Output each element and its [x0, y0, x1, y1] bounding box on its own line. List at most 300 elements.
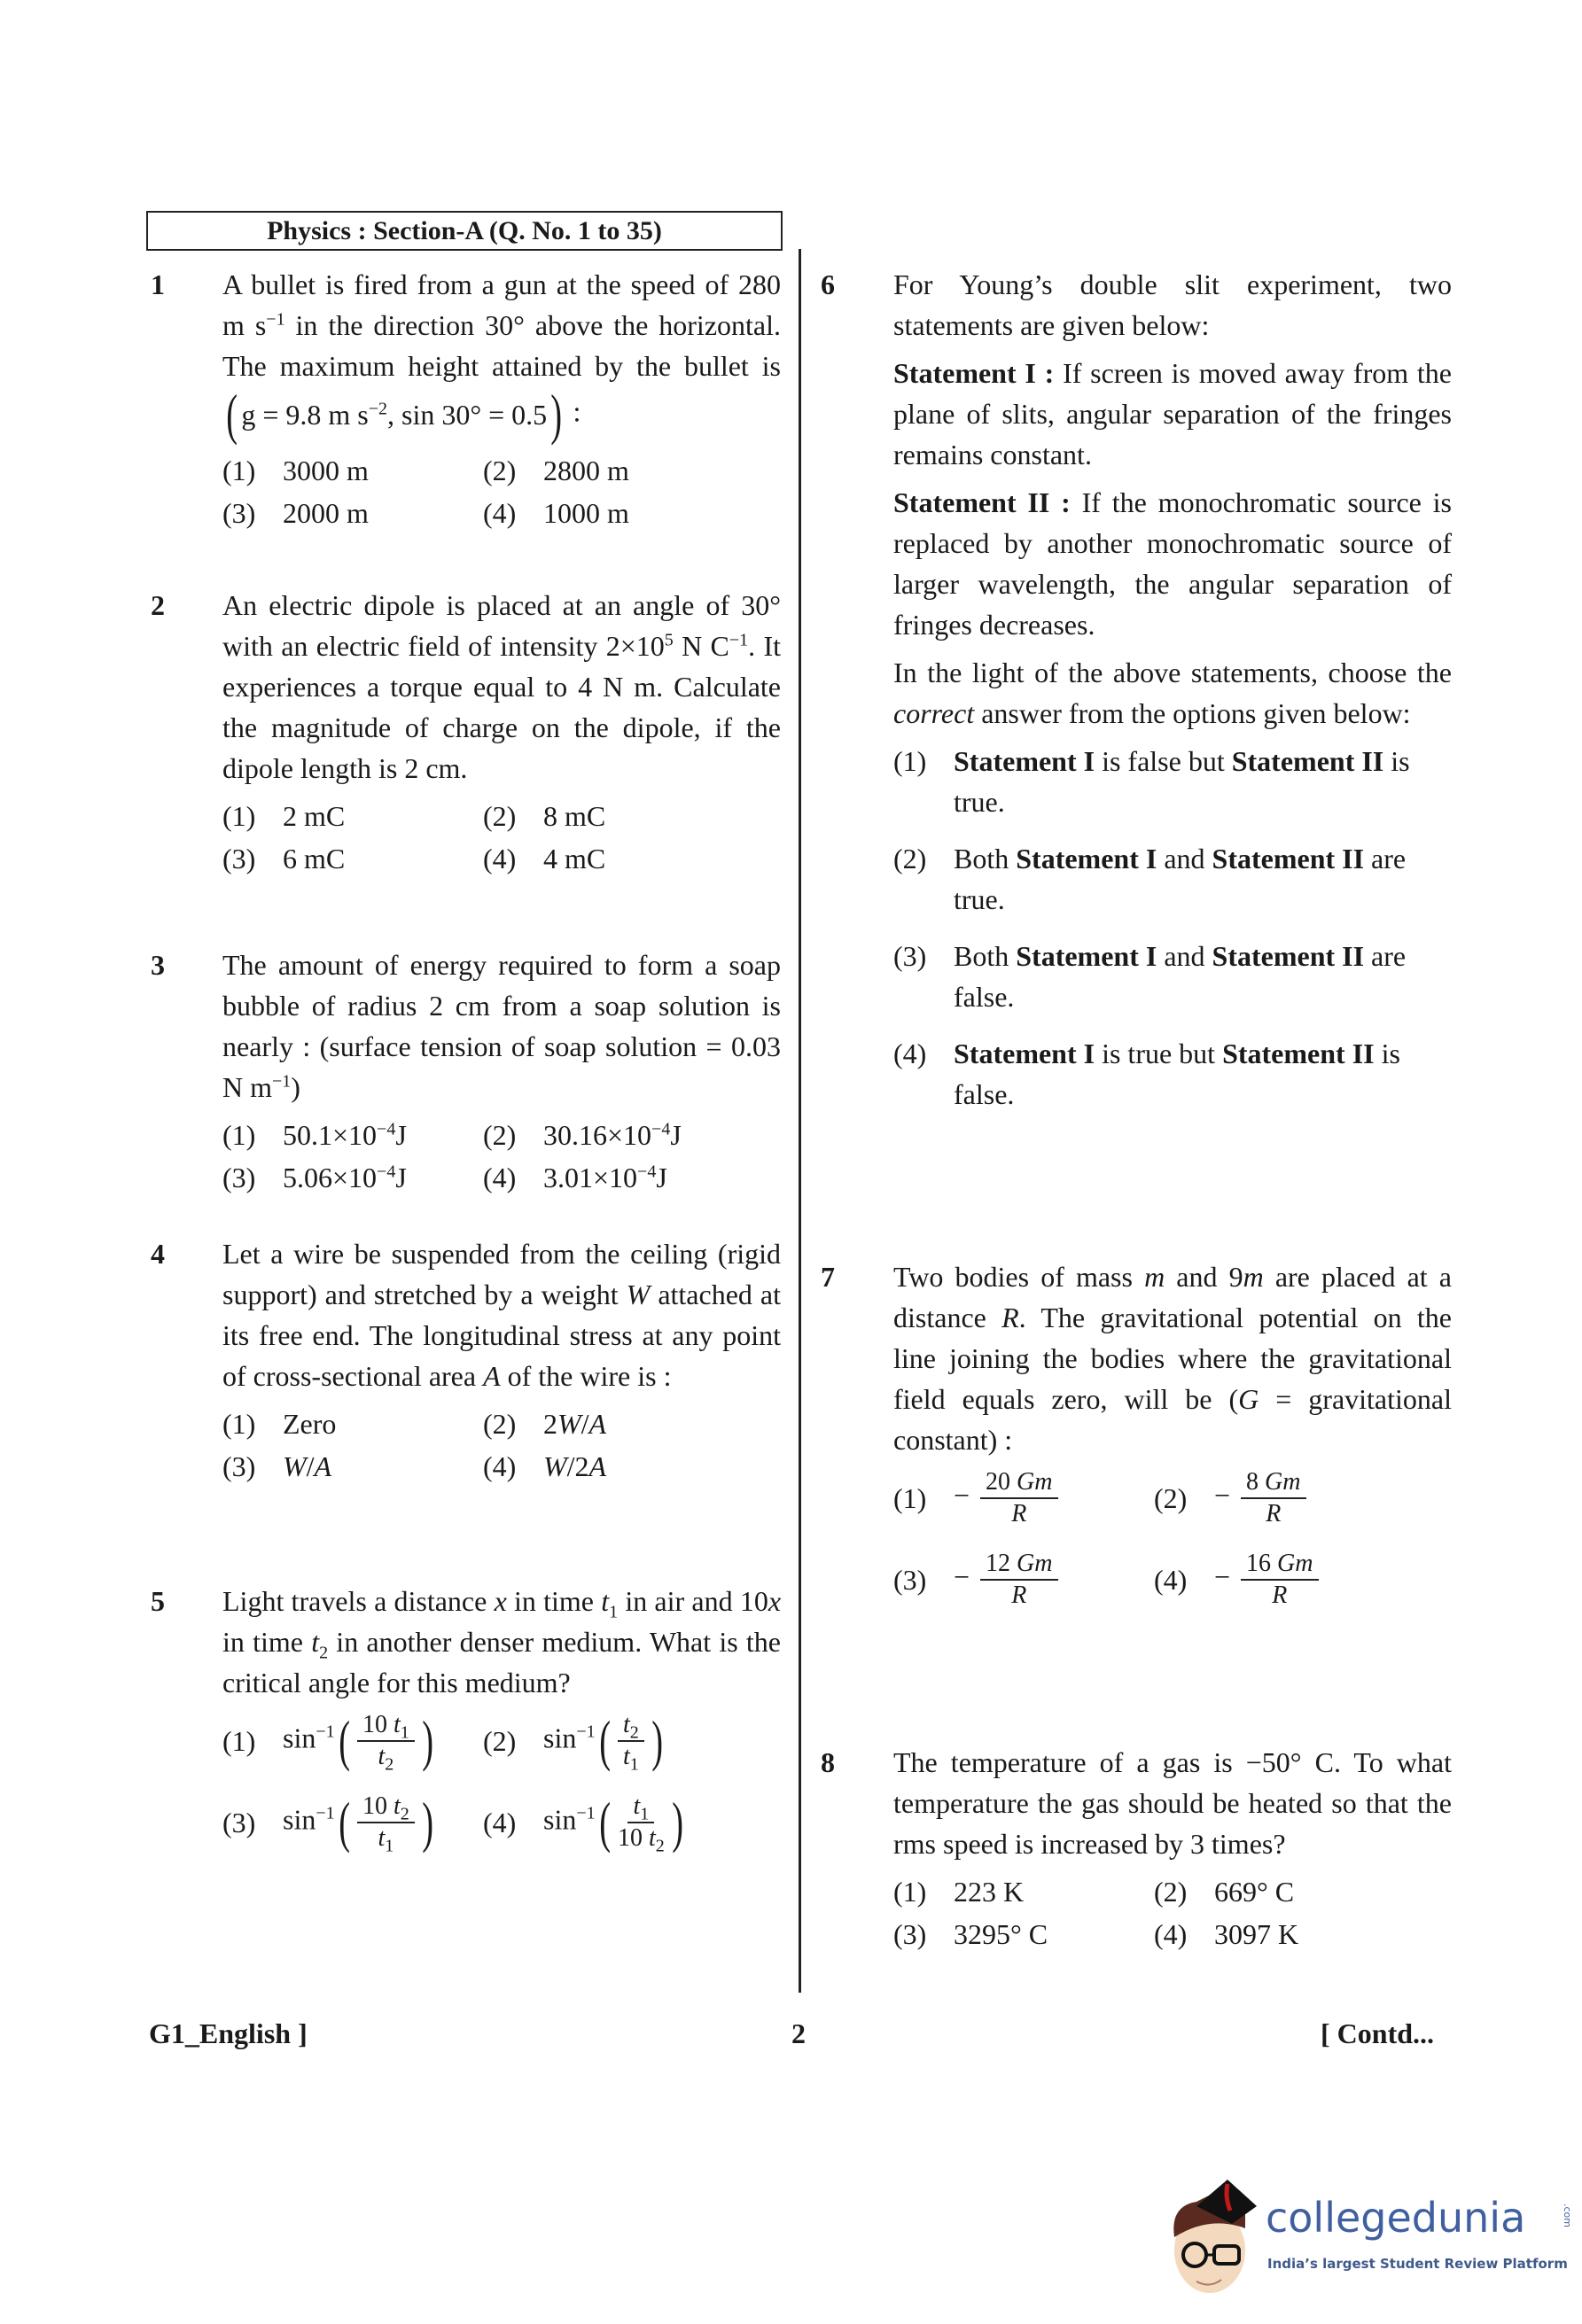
option-label: (4): [483, 1162, 517, 1193]
option-4: [483, 1446, 781, 1487]
text-run: 5.06×10: [283, 1162, 378, 1193]
option-label: (2): [1154, 1876, 1188, 1908]
option-2: [1154, 1467, 1452, 1529]
superscript: −1: [729, 630, 749, 650]
subscript: 2: [400, 1804, 409, 1824]
option-text: [954, 838, 1452, 920]
text-run: 3097 K: [1214, 1918, 1299, 1950]
text-run: of the wire is :: [500, 1360, 672, 1392]
stem-paragraph: [893, 1256, 1452, 1460]
italic-text: Gm: [1265, 1468, 1301, 1496]
option-label: (2): [893, 843, 927, 874]
option-label: (4): [893, 1038, 927, 1069]
option-text: [283, 796, 345, 836]
stem-paragraph: [222, 264, 781, 446]
option-text: [954, 1033, 1452, 1115]
text-run: Light travels a distance: [222, 1585, 495, 1617]
watermark-name: collegedunia: [1266, 2194, 1526, 2242]
right-paren: ): [421, 1791, 433, 1854]
question-body: [222, 1581, 781, 1854]
text-run: :: [565, 395, 581, 428]
stem-paragraph: [222, 585, 781, 789]
option-text: [543, 1403, 606, 1444]
option-1: [222, 1709, 483, 1775]
text-run: g = 9.8 m s: [241, 399, 369, 431]
superscript: −4: [377, 1162, 396, 1182]
text-run: Let a wire be suspended from the ceiling (rigid support) and stretched by a weight: [222, 1238, 781, 1310]
question-number: 5: [151, 1585, 165, 1617]
left-paren: (: [226, 383, 238, 446]
option-1: [222, 796, 483, 836]
superscript: −1: [266, 309, 285, 330]
mascot-icon: [1161, 2166, 1266, 2299]
text-run: attached at its free end. The longitudinal stress at any point of cross-sectional area: [222, 1279, 781, 1392]
superscript: −1: [316, 1803, 335, 1823]
denominator: [1272, 1581, 1287, 1611]
superscript: −4: [651, 1119, 671, 1139]
text-run: 3000 m: [283, 455, 369, 486]
option-4: [893, 1033, 1452, 1115]
italic-text: t: [311, 1626, 320, 1658]
italic-text: correct: [893, 697, 975, 729]
text-run: If the monochromatic source is replaced by another monochromatic source of larger wavelength, the angular separation of fringes decreases.: [893, 486, 1453, 641]
text-run: 8 mC: [543, 800, 606, 832]
option-4: [1154, 1549, 1452, 1611]
paren-content: [354, 1710, 418, 1775]
italic-text: Gm: [1277, 1550, 1313, 1577]
numerator: [618, 1710, 644, 1742]
text-run: 20: [986, 1468, 1017, 1496]
text-run: J: [395, 1162, 407, 1193]
question-stem: [222, 1233, 781, 1396]
question-body: [222, 1233, 781, 1487]
text-run: = gravitational constant) :: [893, 1383, 1453, 1456]
text-run: 12: [986, 1550, 1017, 1577]
option-text: [954, 1871, 1024, 1912]
question-stem: [893, 1256, 1452, 1460]
option-label: (1): [222, 1119, 256, 1151]
option-text: [1214, 1549, 1322, 1611]
bold-text: Statement I: [1016, 940, 1157, 972]
options-list: [222, 1115, 781, 1198]
text-run: 4 mC: [543, 843, 606, 874]
question-number: 1: [151, 268, 165, 300]
text-run: 1000 m: [543, 497, 629, 529]
text-run: /2: [566, 1450, 589, 1482]
stem-paragraph: [222, 1581, 781, 1703]
question-number: 8: [821, 1746, 835, 1778]
text-run: is true but: [1095, 1038, 1223, 1069]
option-label: (3): [222, 1807, 256, 1838]
numerator: [1241, 1549, 1318, 1581]
text-run: 50.1×10: [283, 1119, 378, 1151]
bold-text: Statement II: [1212, 843, 1365, 874]
question-stem: [222, 264, 781, 446]
text-run: ): [291, 1071, 300, 1103]
text-run: sin: [283, 1803, 316, 1836]
italic-text: Gm: [1017, 1468, 1053, 1496]
text-run: 2800 m: [543, 455, 629, 486]
paren-content: [354, 1792, 418, 1854]
text-run: Zero: [283, 1408, 337, 1440]
italic-text: t: [633, 1792, 641, 1820]
text-run: are placed at a distance: [893, 1261, 1452, 1333]
fraction: [618, 1710, 644, 1775]
stem-paragraph: [893, 353, 1452, 475]
option-1: [893, 741, 1452, 822]
question-body: [222, 585, 781, 879]
text-run: Both: [954, 843, 1017, 874]
bold-text: Statement I :: [893, 357, 1055, 389]
italic-text: W: [557, 1408, 581, 1440]
denominator: [378, 1742, 394, 1775]
text-run: in time: [506, 1585, 602, 1617]
option-3: [893, 936, 1452, 1017]
question-number: 7: [821, 1261, 835, 1293]
text-run: 6 mC: [283, 843, 346, 874]
question-stem: [222, 944, 781, 1108]
text-run: 10: [617, 1824, 649, 1852]
subscript: 1: [640, 1804, 650, 1824]
stem-paragraph: [893, 264, 1452, 346]
text-run: −: [1214, 1560, 1238, 1593]
text-run: . It experiences a torque equal to 4 N m. Calculate the magnitude of charge on the dipole, if the dipole length is 2 cm.: [222, 630, 782, 784]
text-run: 2: [543, 1408, 557, 1440]
paren-content: [241, 394, 547, 435]
text-run: 2000 m: [283, 497, 369, 529]
question-body: [893, 1256, 1452, 1611]
italic-text: R: [1001, 1302, 1019, 1333]
option-label: (3): [222, 843, 256, 874]
option-label: (2): [1154, 1482, 1188, 1514]
italic-text: A: [588, 1450, 607, 1482]
text-run: in the direction 30° above the horizontal. The maximum height attained by the bullet is: [222, 309, 781, 382]
text-run: 3295° C: [954, 1918, 1048, 1950]
superscript: −4: [637, 1162, 657, 1182]
option-label: (1): [222, 800, 256, 832]
text-run: 2 mC: [283, 800, 346, 832]
option-text: [283, 838, 345, 879]
option-label: (3): [222, 1162, 256, 1193]
parenthesized-expression: [596, 1792, 687, 1854]
italic-text: A: [588, 1408, 607, 1440]
option-label: (1): [222, 1725, 256, 1757]
text-run: and: [1157, 843, 1212, 874]
option-text: [954, 741, 1452, 822]
italic-text: t: [648, 1824, 656, 1852]
superscript: −1: [316, 1722, 335, 1742]
text-run: 669° C: [1214, 1876, 1295, 1908]
option-4: [483, 1792, 781, 1854]
option-label: (3): [893, 1564, 927, 1596]
text-run: , sin 30° = 0.5: [386, 399, 548, 431]
superscript: −1: [576, 1722, 596, 1742]
option-label: (2): [483, 455, 517, 486]
fraction: [1241, 1549, 1318, 1611]
italic-text: R: [1272, 1582, 1288, 1609]
text-run: The amount of energy required to form a soap bubble of radius 2 cm from a soap solution is nearly : (surface tension of soap solution = 0.03 N m: [222, 949, 781, 1103]
fraction: [618, 1792, 665, 1854]
question-number: 4: [151, 1238, 165, 1270]
italic-text: t: [601, 1585, 610, 1617]
left-paren: (: [338, 1709, 350, 1772]
option-label: (4): [1154, 1564, 1188, 1596]
option-label: (2): [483, 1408, 517, 1440]
superscript: 5: [664, 630, 674, 650]
text-run: N C: [673, 630, 729, 662]
option-2: [1154, 1871, 1452, 1912]
option-1: [222, 1403, 483, 1444]
bold-text: Statement I: [1016, 843, 1157, 874]
option-text: [954, 1467, 1062, 1529]
option-text: [1214, 1914, 1298, 1955]
bold-text: Statement II: [1231, 745, 1384, 777]
text-run: sin: [283, 1722, 316, 1754]
parenthesized-expression: [335, 1792, 437, 1854]
option-3: [222, 1792, 483, 1854]
text-run: is true.: [954, 745, 1410, 818]
italic-text: t: [393, 1792, 401, 1820]
options-list: [222, 1710, 781, 1854]
text-run: −: [954, 1479, 978, 1512]
italic-text: t: [378, 1743, 386, 1770]
italic-text: R: [1266, 1500, 1282, 1527]
stem-paragraph: [222, 1233, 781, 1396]
text-run: J: [670, 1119, 682, 1151]
italic-text: Gm: [1017, 1550, 1053, 1577]
column-divider: [799, 249, 801, 1993]
text-run: An electric dipole is placed at an angle of 30° with an electric field of intensity 2×10: [222, 589, 781, 662]
denominator: [1011, 1581, 1026, 1611]
option-4: [483, 838, 781, 879]
watermark-suffix: .com: [1562, 2204, 1573, 2227]
text-run: 10: [362, 1711, 394, 1738]
option-label: (4): [1154, 1918, 1188, 1950]
text-run: The temperature of a gas is −50° C. To what temperature the gas should be heated so that the rms speed is increased by 3 times?: [893, 1746, 1452, 1860]
option-label: (2): [483, 1725, 517, 1757]
question-stem: [222, 585, 781, 789]
options-list: [893, 1467, 1452, 1611]
option-text: [283, 1403, 336, 1444]
question-stem: [222, 1581, 781, 1703]
question-body: [222, 264, 781, 533]
stem-paragraph: [893, 1742, 1452, 1864]
right-paren: ): [671, 1791, 683, 1854]
left-paren: (: [338, 1791, 350, 1854]
option-label: (1): [222, 455, 256, 486]
subscript: 2: [629, 1722, 639, 1743]
option-text: [543, 493, 629, 533]
italic-text: t: [393, 1711, 401, 1738]
parenthesized-expression: [222, 383, 565, 446]
option-label: (4): [483, 843, 517, 874]
options-list: [893, 741, 1452, 1115]
text-run: 30.16×10: [543, 1119, 652, 1151]
bold-text: Statement I: [954, 745, 1095, 777]
option-text: [283, 1115, 407, 1155]
right-paren: ): [421, 1709, 433, 1772]
option-label: (3): [222, 497, 256, 529]
stem-paragraph: [893, 652, 1452, 734]
option-1: [222, 1115, 483, 1155]
text-run: and: [1157, 940, 1212, 972]
text-run: Two bodies of mass: [893, 1261, 1145, 1293]
option-1: [222, 450, 483, 491]
denominator: [618, 1823, 665, 1854]
option-1: [893, 1871, 1154, 1912]
italic-text: W: [543, 1450, 567, 1482]
text-run: are true.: [954, 843, 1407, 915]
italic-text: m: [1144, 1261, 1165, 1293]
option-2: [483, 1709, 781, 1775]
option-1: [893, 1467, 1154, 1529]
italic-text: G: [1238, 1383, 1259, 1415]
option-label: (4): [483, 1450, 517, 1482]
option-text: [543, 450, 629, 491]
fraction: [1241, 1467, 1305, 1529]
right-paren: ): [550, 383, 563, 446]
text-run: 8: [1246, 1468, 1266, 1496]
superscript: −1: [576, 1803, 596, 1823]
text-run: is false.: [954, 1038, 1400, 1110]
option-2: [893, 838, 1452, 920]
options-list: [893, 1871, 1452, 1955]
text-run: answer from the options given below:: [974, 697, 1411, 729]
numerator: [980, 1549, 1057, 1581]
collegedunia-watermark: [1161, 2166, 1578, 2299]
numerator: [1241, 1467, 1305, 1499]
bold-text: Statement II :: [893, 486, 1071, 518]
subscript: 1: [609, 1602, 619, 1622]
option-4: [1154, 1914, 1452, 1955]
option-text: [283, 1709, 437, 1775]
option-label: (1): [893, 745, 927, 777]
option-3: [222, 1446, 483, 1487]
fraction: [357, 1792, 415, 1854]
denominator: [378, 1823, 394, 1854]
superscript: −2: [368, 399, 387, 419]
fraction: [980, 1467, 1057, 1529]
italic-text: x: [768, 1585, 782, 1617]
option-text: [283, 450, 369, 491]
question-body: [893, 264, 1452, 1115]
paren-content: [614, 1710, 648, 1775]
denominator: [622, 1742, 639, 1775]
numerator: [980, 1467, 1057, 1499]
parenthesized-expression: [596, 1709, 666, 1775]
subscript: 1: [629, 1754, 639, 1775]
text-run: and 9: [1165, 1261, 1243, 1293]
option-label: (1): [222, 1408, 256, 1440]
option-text: [283, 1792, 437, 1854]
superscript: −4: [377, 1119, 396, 1139]
option-label: (4): [483, 1807, 517, 1838]
question-number: 6: [821, 268, 835, 300]
italic-text: t: [622, 1711, 630, 1738]
option-3: [222, 838, 483, 879]
option-3: [893, 1549, 1154, 1611]
option-3: [222, 1157, 483, 1198]
text-run: 3.01×10: [543, 1162, 638, 1193]
option-4: [483, 1157, 781, 1198]
bold-text: Statement I: [954, 1038, 1095, 1069]
option-text: [283, 493, 369, 533]
italic-text: m: [1243, 1261, 1264, 1293]
options-list: [222, 450, 781, 533]
stem-paragraph: [893, 482, 1452, 645]
text-run: in air and 10: [618, 1585, 768, 1617]
option-label: (2): [483, 800, 517, 832]
option-2: [483, 1403, 781, 1444]
denominator: [1011, 1499, 1026, 1529]
option-label: (3): [893, 940, 927, 972]
option-text: [954, 1914, 1048, 1955]
question-number: 3: [151, 949, 165, 981]
option-label: (3): [893, 1918, 927, 1950]
option-4: [483, 493, 781, 533]
numerator: [357, 1792, 415, 1823]
option-label: (3): [222, 1450, 256, 1482]
option-text: [283, 1446, 331, 1487]
text-run: is false but: [1095, 745, 1232, 777]
paren-content: [614, 1792, 668, 1854]
numerator: [627, 1792, 654, 1823]
option-text: [543, 1115, 682, 1155]
text-run: A bullet is fired from a gun at the speed of 280 m s: [222, 268, 781, 341]
subscript: 1: [400, 1722, 409, 1743]
italic-text: R: [1011, 1582, 1027, 1609]
option-3: [222, 493, 483, 533]
text-run: If screen is moved away from the plane of slits, angular separation of the fringes remains constant.: [893, 357, 1453, 470]
italic-text: A: [314, 1450, 332, 1482]
text-run: in another denser medium. What is the critical angle for this medium?: [222, 1626, 782, 1698]
text-run: /: [581, 1408, 589, 1440]
option-text: [283, 1157, 407, 1198]
italic-text: t: [378, 1824, 386, 1852]
option-label: (1): [893, 1876, 927, 1908]
italic-text: W: [283, 1450, 307, 1482]
option-text: [543, 1792, 687, 1854]
bold-text: Statement II: [1212, 940, 1365, 972]
option-text: [543, 1157, 667, 1198]
text-run: For Young’s double slit experiment, two statements are given below:: [893, 268, 1452, 341]
superscript: −1: [272, 1071, 292, 1092]
text-run: 223 K: [954, 1876, 1025, 1908]
option-label: (4): [483, 497, 517, 529]
option-text: [543, 1446, 606, 1487]
option-label: (2): [483, 1119, 517, 1151]
question-body: [222, 944, 781, 1198]
text-run: are false.: [954, 940, 1407, 1013]
options-list: [222, 1403, 781, 1487]
text-run: . The gravitational potential on the line joining the bodies where the gravitational field equals zero, will be (: [893, 1302, 1453, 1415]
italic-text: R: [1011, 1500, 1027, 1527]
text-run: −: [954, 1560, 978, 1593]
option-2: [483, 1115, 781, 1155]
italic-text: x: [494, 1585, 507, 1617]
footer-code: G1_English ]: [149, 2017, 308, 2049]
parenthesized-expression: [335, 1709, 437, 1775]
italic-text: t: [622, 1743, 630, 1770]
text-run: 16: [1246, 1550, 1278, 1577]
option-3: [893, 1914, 1154, 1955]
section-header: Physics : Section-A (Q. No. 1 to 35): [146, 211, 783, 251]
italic-text: W: [626, 1279, 651, 1310]
subscript: 2: [385, 1754, 394, 1775]
option-text: [543, 838, 605, 879]
question-number: 2: [151, 589, 165, 621]
subscript: 1: [385, 1836, 394, 1856]
